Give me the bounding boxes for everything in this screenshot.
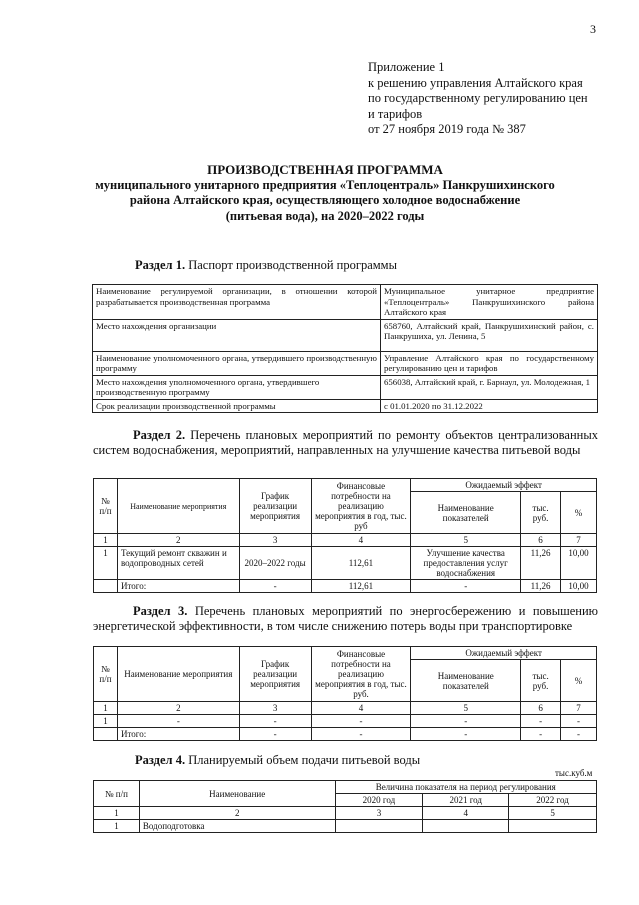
header-cell: Наименование показателей	[411, 660, 521, 702]
table-cell: Наименование регулируемой организации, в отношении которой разрабатывается производственная программа	[93, 285, 381, 320]
header-cell: Наименование показателей	[411, 492, 521, 534]
section1-label: Раздел 1.	[135, 258, 186, 272]
table-row	[94, 534, 597, 547]
section1-heading	[135, 258, 397, 273]
table-cell: Улучшение качества предоставления услуг водоснабжения	[411, 547, 521, 580]
table-cell: -	[239, 715, 311, 728]
table-cell: 658760, Алтайский край, Панкрушихинский район, с. Панкрушиха, ул. Ленина, 5	[381, 319, 598, 351]
table-cell: 2020–2022 годы	[239, 547, 311, 580]
table-cell: 1	[94, 715, 118, 728]
table-cell: с 01.01.2020 по 31.12.2022	[381, 399, 598, 413]
table-cell: 11,26	[521, 580, 561, 593]
section4-text: Планируемый объем подачи питьевой воды	[185, 753, 421, 767]
header-cell: Финансовые потребности на реализацию мероприятия в год, тыс. руб.	[311, 647, 411, 702]
table-cell	[94, 728, 118, 741]
table-cell: 4	[423, 807, 509, 820]
section4-heading	[135, 753, 420, 768]
section1-text: Паспорт производственной программы	[185, 258, 397, 272]
table-cell: 4	[311, 534, 411, 547]
table-cell: 4	[311, 702, 411, 715]
table-row	[94, 547, 597, 580]
header-cell: Финансовые потребности на реализацию мероприятия в год, тыс. руб	[311, 479, 411, 534]
title-line: (питьевая вода), на 2020–2022 годы	[225, 208, 425, 223]
table-cell: -	[117, 715, 239, 728]
header-cell: 2022 год	[509, 794, 597, 807]
table-cell: Срок реализации производственной программы	[93, 399, 381, 413]
header-cell: № п/п	[94, 647, 118, 702]
table-row	[93, 351, 598, 375]
table-cell: Итого:	[117, 728, 239, 741]
table-cell: 5	[411, 534, 521, 547]
header-cell: Наименование	[139, 781, 335, 807]
table-cell: 1	[94, 807, 140, 820]
table-row	[94, 728, 597, 741]
appendix-line: Приложение 1	[368, 60, 445, 74]
table-row	[94, 647, 597, 660]
header-cell: № п/п	[94, 479, 118, 534]
header-cell: Величина показателя на период регулирования	[335, 781, 596, 794]
header-cell: График реализации мероприятия	[239, 479, 311, 534]
table-cell: 5	[411, 702, 521, 715]
table-cell: 112,61	[311, 547, 411, 580]
table-cell: Муниципальное унитарное предприятие «Теплоцентраль» Панкрушихинского района Алтайского края	[381, 285, 598, 320]
table-cell: 6	[521, 534, 561, 547]
table-cell: 1	[94, 702, 118, 715]
section3-text: Перечень плановых мероприятий по энергосбережению и повышению энергетической эффективности, в том числе снижению потерь воды при транспортировке	[93, 604, 598, 633]
table-row	[93, 319, 598, 351]
title-line: ПРОИЗВОДСТВЕННАЯ ПРОГРАММА	[207, 162, 443, 177]
volume-table	[93, 780, 597, 833]
header-cell: 2020 год	[335, 794, 423, 807]
table-cell: Наименование уполномоченного органа, утвердившего производственную программу	[93, 351, 381, 375]
table-cell: 11,26	[521, 547, 561, 580]
header-cell: тыс. руб.	[521, 492, 561, 534]
header-cell: %	[561, 492, 597, 534]
header-cell: Ожидаемый эффект	[411, 647, 597, 660]
section2-text: Перечень плановых мероприятий по ремонту объектов централизованных систем водоснабжения, мероприятий, направленных на улучшение качества питьевой воды	[93, 428, 598, 457]
table-cell: Текущий ремонт скважин и водопроводных сетей	[117, 547, 239, 580]
table-cell: 10,00	[561, 580, 597, 593]
header-cell: тыс. руб.	[521, 660, 561, 702]
table-cell: 5	[509, 807, 597, 820]
table-row	[94, 479, 597, 492]
title-line: района Алтайского края, осуществляющего холодное водоснабжение	[129, 193, 521, 207]
table-cell	[335, 820, 423, 833]
table-cell: 7	[561, 534, 597, 547]
section4-label: Раздел 4.	[135, 753, 186, 767]
table-cell: -	[411, 728, 521, 741]
section2-label: Раздел 2.	[133, 428, 186, 442]
appendix-line: от 27 ноября 2019 года № 387	[368, 122, 526, 136]
section3-heading	[93, 604, 598, 634]
table-cell: 2	[117, 534, 239, 547]
unit-label: тыс.куб.м	[555, 768, 593, 778]
document-title	[90, 162, 560, 224]
table-cell: -	[239, 728, 311, 741]
table-row	[93, 399, 598, 413]
header-cell: № п/п	[94, 781, 140, 807]
table-cell: 3	[335, 807, 423, 820]
table-cell: 2	[117, 702, 239, 715]
table-row	[94, 715, 597, 728]
table-cell: 6	[521, 702, 561, 715]
table-cell: 1	[94, 820, 140, 833]
repair-table	[93, 478, 597, 593]
table-cell: 1	[94, 534, 118, 547]
table-cell: Место нахождения организации	[93, 319, 381, 351]
table-row	[94, 702, 597, 715]
table-cell: Итого:	[117, 580, 239, 593]
table-cell: -	[411, 580, 521, 593]
table-cell: Место нахождения уполномоченного органа, утвердившего производственную программу	[93, 375, 381, 399]
table-cell: -	[411, 715, 521, 728]
table-cell: 3	[239, 702, 311, 715]
table-cell: -	[311, 715, 411, 728]
passport-table	[92, 284, 598, 413]
header-cell: Наименование мероприятия	[117, 647, 239, 702]
table-row	[94, 781, 597, 794]
table-cell: -	[311, 728, 411, 741]
header-cell: График реализации мероприятия	[239, 647, 311, 702]
energy-table	[93, 646, 597, 741]
section2-heading	[93, 428, 598, 458]
page-number: 3	[590, 22, 596, 36]
table-cell: 1	[94, 547, 118, 580]
table-cell: 3	[239, 534, 311, 547]
table-cell: 656038, Алтайский край, г. Барнаул, ул. Молодежная, 1	[381, 375, 598, 399]
header-cell: 2021 год	[423, 794, 509, 807]
table-cell: 112,61	[311, 580, 411, 593]
table-row	[94, 807, 597, 820]
appendix-line: к решению управления Алтайского края	[368, 75, 583, 90]
appendix-line: и тарифов	[368, 106, 423, 121]
table-cell: -	[561, 728, 597, 741]
header-cell: Наименование мероприятия	[117, 479, 239, 534]
title-line: муниципального унитарного предприятия «Теплоцентраль» Панкрушихинского	[95, 177, 555, 192]
table-cell: -	[561, 715, 597, 728]
section3-label: Раздел 3.	[133, 604, 188, 618]
header-cell: %	[561, 660, 597, 702]
table-cell	[509, 820, 597, 833]
table-cell: -	[521, 728, 561, 741]
table-cell: -	[521, 715, 561, 728]
table-cell: 10,00	[561, 547, 597, 580]
table-cell	[94, 580, 118, 593]
table-row	[93, 285, 598, 320]
table-cell: -	[239, 580, 311, 593]
table-cell: Водоподготовка	[139, 820, 335, 833]
appendix-block	[368, 60, 588, 138]
table-row	[93, 375, 598, 399]
table-cell: 7	[561, 702, 597, 715]
table-cell: Управление Алтайского края по государственному регулированию цен и тарифов	[381, 351, 598, 375]
table-row	[94, 820, 597, 833]
table-row	[94, 580, 597, 593]
appendix-line: по государственному регулированию цен	[368, 91, 588, 105]
header-cell: Ожидаемый эффект	[411, 479, 597, 492]
table-cell: 2	[139, 807, 335, 820]
table-cell	[423, 820, 509, 833]
